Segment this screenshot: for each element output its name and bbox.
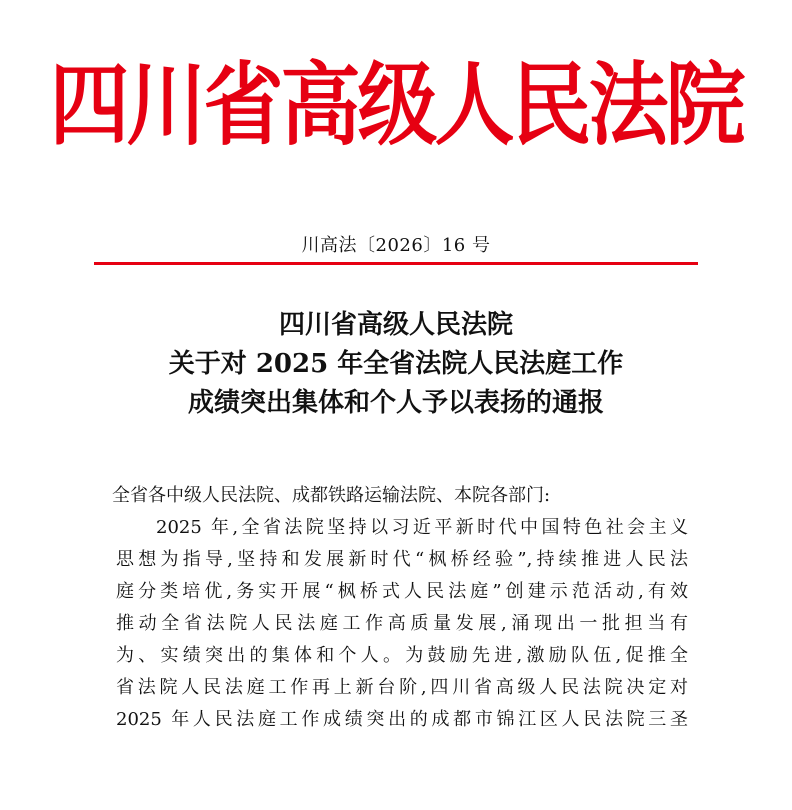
paragraph-line: 推动全省法院人民法庭工作高质量发展,涌现出一批担当有 [116,613,688,634]
paragraph-line: 2025 年人民法庭工作成绩突出的成都市锦江区人民法院三圣 [116,709,688,730]
notice-title [0,306,792,423]
notice-body [104,480,704,736]
paragraph-line: 2025 年,全省法院坚持以习近平新时代中国特色社会主义 [156,517,688,538]
paragraph-line: 思想为指导,坚持和发展新时代“枫桥经验”,持续推进人民法 [116,549,688,570]
court-name-header: 四川省高级人民法院 [49,53,743,158]
red-divider-line [94,262,698,265]
addressee-line: 全省各中级人民法院、成都铁路运输法院、本院各部门: [112,485,551,506]
title-line-1: 四川省高级人民法院 [278,310,513,340]
title-line-3: 成绩突出集体和个人予以表扬的通报 [187,388,604,418]
document-number: 川高法〔2026〕16 号 [301,235,491,256]
paragraph-line: 省法院人民法庭工作再上新台阶,四川省高级人民法院决定对 [116,677,688,698]
paragraph-line: 庭分类培优,务实开展“枫桥式人民法庭”创建示范活动,有效 [116,581,688,602]
title-line-2: 关于对 2025 年全省法院人民法庭工作 [168,349,624,379]
paragraph-line: 为、实绩突出的集体和个人。为鼓励先进,激励队伍,促推全 [116,645,688,666]
